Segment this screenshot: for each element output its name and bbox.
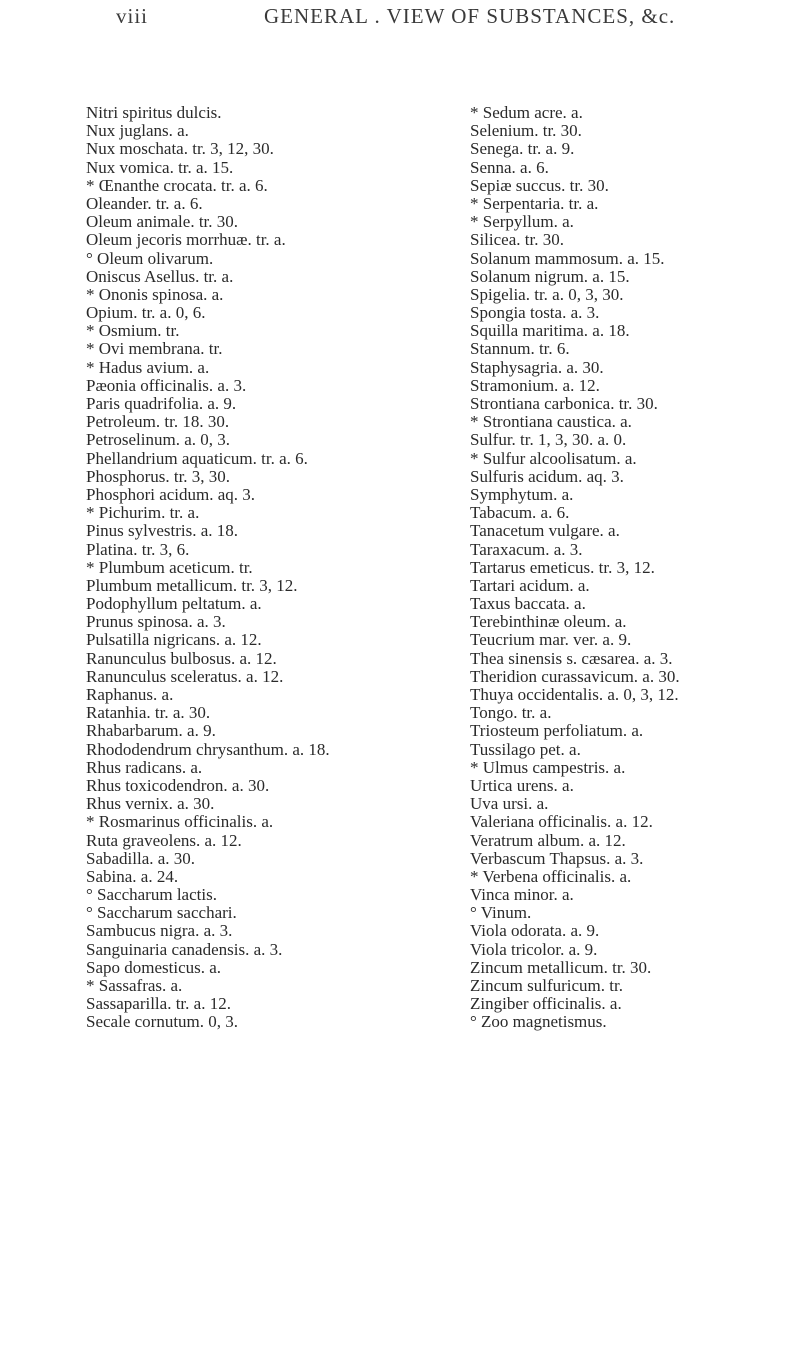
substance-entry: Oleander. tr. a. 6. [86,193,203,213]
substance-entry: Sabina. a. 24. [86,866,179,886]
substance-entry: Opium. tr. a. 0, 6. [86,303,206,323]
substance-entry: Ranunculus bulbosus. a. 12. [86,648,277,668]
substance-entry: Terebinthinæ oleum. a. [470,612,627,632]
substance-entry: Oleum animale. tr. 30. [86,212,239,232]
substance-entry: Ratanhia. tr. a. 30. [86,703,211,723]
substance-entry: Solanum nigrum. a. 15. [470,266,630,286]
substance-entry: * Hadus avium. a. [86,357,210,377]
substance-entry: Pulsatilla nigricans. a. 12. [86,630,262,650]
substance-entry: Paris quadrifolia. a. 9. [86,394,237,413]
substance-entry: Rhododendrum chrysanthum. a. 18. [86,739,330,759]
substance-entry: * Œnanthe crocata. tr. a. 6. [86,175,268,195]
substance-entry: ° Saccharum lactis. [86,885,217,905]
substance-entry: Phellandrium aquaticum. tr. a. 6. [86,448,308,468]
substance-list-right [470,104,790,1032]
substance-entry: Raphanus. a. [86,685,174,704]
substance-entry: Nux juglans. a. [86,121,189,141]
substance-entry: Rhus radicans. a. [86,757,203,777]
substance-entry: * Ononis spinosa. a. [86,284,224,304]
substance-entry: Spongia tosta. a. 3. [470,303,600,323]
substance-entry: Selenium. tr. 30. [470,121,582,141]
substance-entry: Sulfuris acidum. aq. 3. [470,466,624,486]
substance-entry: Platina. tr. 3, 6. [86,539,190,559]
substance-entry: Sabadilla. a. 30. [86,848,196,868]
substance-entry: ° Vinum. [470,903,532,923]
substance-entry: Rhus toxicodendron. a. 30. [86,775,270,795]
substance-entry: Secale cornutum. 0, 3. [86,1012,239,1032]
substance-entry: Tussilago pet. a. [470,739,581,759]
substance-entry: Tabacum. a. 6. [470,503,570,523]
substance-entry: Nux moschata. tr. 3, 12, 30. [86,139,274,159]
substance-entry: Valeriana officinalis. a. 12. [470,812,653,832]
substance-entry: * Osmium. tr. [86,321,180,341]
substance-entry: Zincum metallicum. tr. 30. [470,957,652,977]
substance-entry: Pinus sylvestris. a. 18. [86,521,239,541]
substance-entry: Ruta graveolens. a. 12. [86,830,242,850]
substance-entry: Strontiana carbonica. tr. 30. [470,394,658,413]
substance-entry: * Serpyllum. a. [470,212,574,232]
substance-entry: Senna. a. 6. [470,157,549,177]
substance-entry: Thea sinensis s. cæsarea. a. 3. [470,648,673,668]
substance-entry: Thuya occidentalis. a. 0, 3, 12. [470,685,679,704]
substance-entry: * Sulfur alcoolisatum. a. [470,448,637,468]
substance-entry: Podophyllum peltatum. a. [86,594,262,614]
substance-entry: Taraxacum. a. 3. [470,539,583,559]
substance-entry: Stramonium. a. 12. [470,375,600,395]
substance-entry: * Strontiana caustica. a. [470,412,632,432]
substance-entry: Pæonia officinalis. a. 3. [86,375,247,395]
substance-entry: * Sedum acre. a. [470,103,583,122]
substance-entry: Urtica urens. a. [470,775,574,795]
substance-entry: Ranunculus sceleratus. a. 12. [86,666,284,686]
substance-entry: Oleum jecoris morrhuæ. tr. a. [86,230,286,250]
substance-entry: Symphytum. a. [470,484,574,504]
substance-entry: Squilla maritima. a. 18. [470,321,630,341]
substance-entry: Phosphori acidum. aq. 3. [86,484,256,504]
substance-entry: Tartari acidum. a. [470,575,590,595]
substance-list-left [86,104,486,1032]
substance-entry: Plumbum metallicum. tr. 3, 12. [86,575,298,595]
substance-entry: Senega. tr. a. 9. [470,139,575,159]
substance-entry: Zincum sulfuricum. tr. [470,976,623,995]
substance-entry: Sulfur. tr. 1, 3, 30. a. 0. [470,430,627,450]
substance-entry: * Pichurim. tr. a. [86,503,200,523]
substance-entry: Viola odorata. a. 9. [470,921,600,941]
substance-entry: Prunus spinosa. a. 3. [86,612,226,632]
substance-entry: * Serpentaria. tr. a. [470,193,599,213]
substance-entry: Zingiber officinalis. a. [470,994,622,1014]
substance-entry: Stannum. tr. 6. [470,339,570,359]
substance-entry: Teucrium mar. ver. a. 9. [470,630,632,650]
substance-entry: Triosteum perfoliatum. a. [470,721,644,741]
substance-entry: * Ulmus campestris. a. [470,757,626,777]
substance-entry: ° Zoo magnetismus. [470,1012,607,1032]
substance-entry: * Sassafras. a. [86,976,183,995]
substance-entry: Staphysagria. a. 30. [470,357,604,377]
substance-entry: ° Saccharum sacchari. [86,903,237,923]
substance-entry: Tongo. tr. a. [470,703,552,723]
substance-entry: Nux vomica. tr. a. 15. [86,157,234,177]
substance-entry: Petroleum. tr. 18. 30. [86,412,230,432]
substance-entry: Nitri spiritus dulcis. [86,103,222,122]
substance-entry: Solanum mammosum. a. 15. [470,248,665,268]
substance-entry: Rhabarbarum. a. 9. [86,721,216,741]
substance-entry: * Plumbum aceticum. tr. [86,557,253,577]
substance-entry: * Verbena officinalis. a. [470,866,632,886]
substance-entry: Tanacetum vulgare. a. [470,521,620,541]
substance-entry: Sepiæ succus. tr. 30. [470,175,609,195]
substance-entry: Taxus baccata. a. [470,594,586,614]
substance-entry: Rhus vernix. a. 30. [86,794,215,814]
substance-entry: Verbascum Thapsus. a. 3. [470,848,644,868]
substance-entry: Sanguinaria canadensis. a. 3. [86,939,283,959]
substance-entry: Tartarus emeticus. tr. 3, 12. [470,557,655,577]
substance-entry: Viola tricolor. a. 9. [470,939,598,959]
substance-entry: Spigelia. tr. a. 0, 3, 30. [470,284,624,304]
substance-entry: Sapo domesticus. a. [86,957,222,977]
substance-entry: Uva ursi. a. [470,794,549,814]
substance-entry: * Rosmarinus officinalis. a. [86,812,274,832]
substance-entry: Veratrum album. a. 12. [470,830,626,850]
substance-entry: Silicea. tr. 30. [470,230,564,250]
substance-entry: Oniscus Asellus. tr. a. [86,266,234,286]
substance-entry: * Ovi membrana. tr. [86,339,223,359]
running-title: GENERAL . VIEW OF SUBSTANCES, &c. [264,4,676,28]
substance-entry: Sassaparilla. tr. a. 12. [86,994,231,1014]
substance-entry: Vinca minor. a. [470,885,574,905]
page-number: viii [116,4,149,28]
substance-entry: Theridion curassavicum. a. 30. [470,666,680,686]
substance-entry: Sambucus nigra. a. 3. [86,921,233,941]
substance-entry: Petroselinum. a. 0, 3. [86,430,231,450]
substance-entry: ° Oleum olivarum. [86,248,214,268]
substance-entry: Phosphorus. tr. 3, 30. [86,466,231,486]
